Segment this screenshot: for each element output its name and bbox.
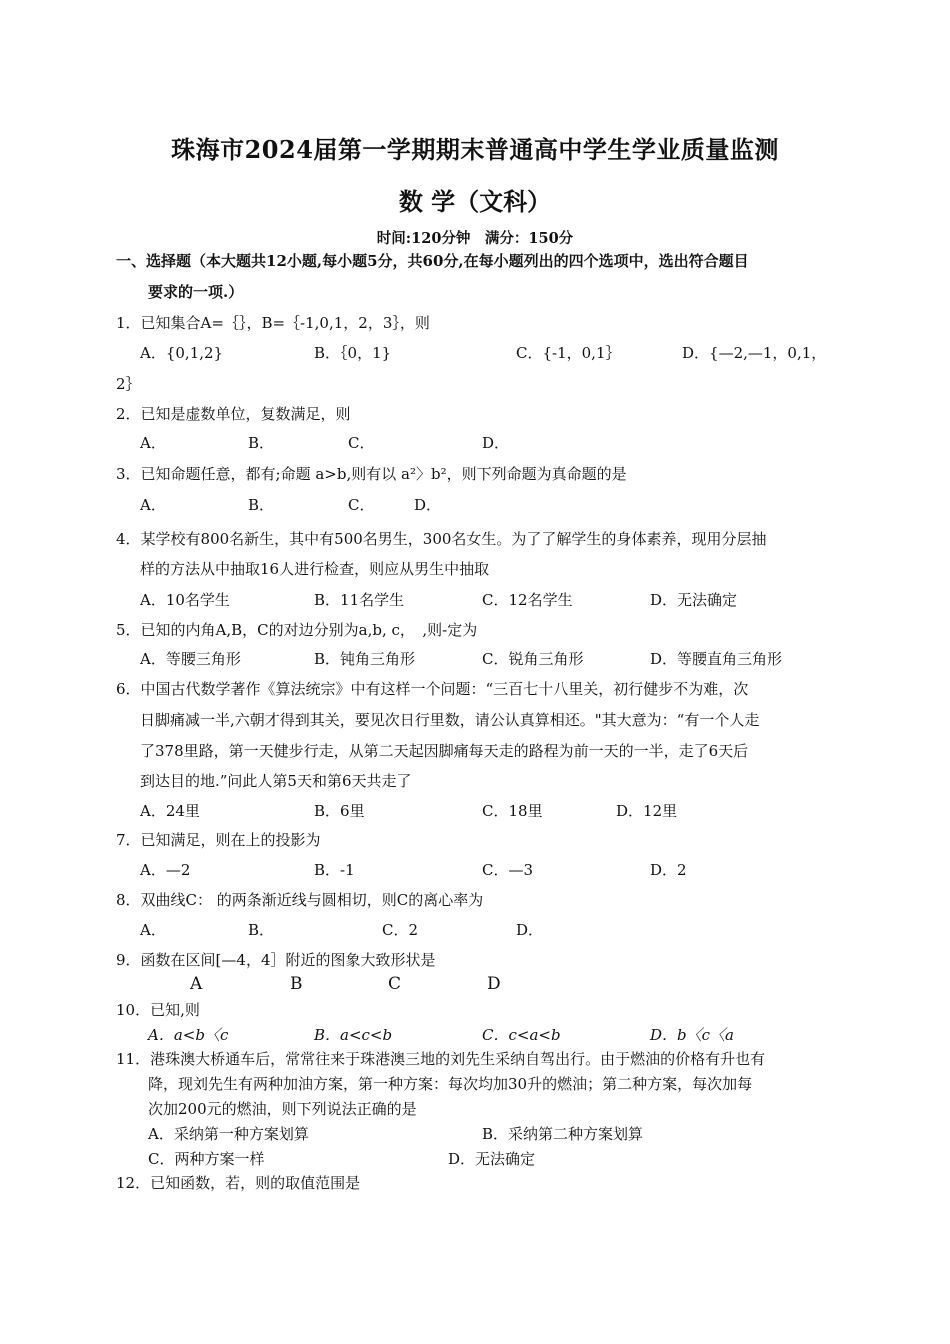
q4-option-c: C．12名学生 — [482, 591, 573, 609]
q2-option-b: B． — [248, 434, 275, 452]
q11-line1: 11．港珠澳大桥通车后，常常往来于珠港澳三地的刘先生采纳自驾出行。由于燃油的价格有升也有 — [116, 1050, 766, 1068]
q5-option-d: D．等腰直角三角形 — [650, 650, 783, 668]
q11-line2: 降，现刘先生有两种加油方案，第一种方案：每次均加30升的燃油；第二种方案，每次加每 — [148, 1075, 753, 1093]
q4-line2: 样的方法从中抽取16人进行检查，则应从男生中抽取 — [140, 560, 490, 578]
q1-stem: 1．已知集合A=｛｝，B=｛-1,0,1，2，3｝，则 — [116, 314, 430, 332]
q9-label-a: A — [190, 974, 203, 994]
q1-option-b: B．｛0，1} — [314, 344, 392, 362]
q3-option-a: A． — [140, 496, 166, 514]
q6-line4: 到达目的地.”问此人第5天和第6天共走了 — [140, 772, 412, 790]
q6-option-c: C．18里 — [482, 802, 543, 820]
q5-stem: 5．已知的内角A,B，C的对边分别为a,b, c， ,则-定为 — [116, 621, 478, 639]
exam-subject: 数 学（文科） — [398, 187, 552, 216]
exam-title: 珠海市2024届第一学期期末普通高中学生学业质量监测 — [171, 135, 779, 164]
q7-option-c: C．—3 — [482, 861, 534, 879]
q6-line3: 了378里路，第一天健步行走，从第二天起因脚痛每天走的路程为前一天的一半，走了6天后 — [140, 742, 749, 760]
q11-option-a: A．采纳第一种方案划算 — [148, 1125, 309, 1143]
q11-option-b: B．采纳第二种方案划算 — [482, 1125, 644, 1143]
q10-option-b: B．a<c<b — [314, 1026, 393, 1044]
q3-option-c: C． — [348, 496, 375, 514]
q3-option-b: B． — [248, 496, 275, 514]
q2-stem: 2．已知是虚数单位，复数满足，则 — [116, 405, 351, 423]
q1-option-d-cont: 2｝ — [116, 375, 141, 393]
q2-option-d: D． — [482, 434, 510, 452]
time-info: 时间:120分钟 满分：150分 — [376, 230, 574, 247]
q7-option-a: A．—2 — [140, 861, 191, 879]
q9-label-b: B — [290, 974, 303, 994]
q12-stem: 12．已知函数，若，则的取值范围是 — [116, 1174, 361, 1192]
section-heading-line1: 一、选择题（本大题共12小题,每小题5分，共60分,在每小题列出的四个选项中，选出符合题目 — [116, 252, 749, 270]
q6-line2: 日脚痛减一半,六朝才得到其关，要见次日行里数，请公认真算相还。"其大意为：“有一个人走 — [140, 711, 760, 729]
q8-option-a: A． — [140, 921, 166, 939]
q8-option-d: D． — [516, 921, 544, 939]
q1-option-d: D．{—2,—1，0,1， — [682, 344, 827, 362]
q10-stem: 10．已知,则 — [116, 1001, 200, 1019]
q7-option-b: B．-1 — [314, 861, 355, 879]
q6-line1: 6．中国古代数学著作《算法统宗》中有这样一个问题：“三百七十八里关，初行健步不为难，次 — [116, 680, 749, 698]
q10-option-d: D．b〈c〈a — [650, 1026, 734, 1044]
q8-option-b: B． — [248, 921, 275, 939]
q1-option-a: A．{0,1,2} — [140, 344, 224, 362]
section-heading-line2: 要求的一项.） — [148, 283, 244, 301]
q9-stem: 9．函数在区间[—4，4］附近的图象大致形状是 — [116, 951, 436, 969]
q7-stem: 7．已知满足，则在上的投影为 — [116, 831, 321, 849]
q2-option-c: C． — [348, 434, 375, 452]
q11-option-d: D．无法确定 — [448, 1150, 536, 1168]
q4-option-a: A．10名学生 — [140, 591, 230, 609]
q10-option-c: C．c<a<b — [482, 1026, 561, 1044]
q5-option-c: C．锐角三角形 — [482, 650, 584, 668]
q6-option-a: A．24里 — [140, 802, 200, 820]
q5-option-a: A．等腰三角形 — [140, 650, 241, 668]
q11-option-c: C．两种方案一样 — [148, 1150, 265, 1168]
q9-label-c: C — [388, 974, 402, 994]
q10-option-a: A．a<b〈c — [148, 1026, 229, 1044]
q1-option-c: C．{-1，0,1｝ — [516, 344, 621, 362]
q3-option-d: D． — [414, 496, 442, 514]
q6-option-b: B．6里 — [314, 802, 365, 820]
q8-stem: 8．双曲线C： 的两条渐近线与圆相切，则C的离心率为 — [116, 891, 484, 909]
q9-label-d: D — [487, 974, 501, 994]
q4-line1: 4．某学校有800名新生，其中有500名男生，300名女生。为了了解学生的身体素养，现用分层抽 — [116, 530, 767, 548]
q5-option-b: B．钝角三角形 — [314, 650, 416, 668]
section-heading — [116, 246, 836, 308]
q11-line3: 次加200元的燃油，则下列说法正确的是 — [148, 1100, 417, 1118]
q6-option-d: D．12里 — [616, 802, 678, 820]
q3-stem: 3．已知命题任意，都有;命题 a>b,则有以 a²〉b²，则下列命题为真命题的是 — [116, 465, 627, 483]
q8-option-c: C．2 — [382, 921, 419, 939]
q4-option-b: B．11名学生 — [314, 591, 405, 609]
q4-option-d: D．无法确定 — [650, 591, 738, 609]
q2-option-a: A． — [140, 434, 166, 452]
q7-option-d: D．2 — [650, 861, 687, 879]
